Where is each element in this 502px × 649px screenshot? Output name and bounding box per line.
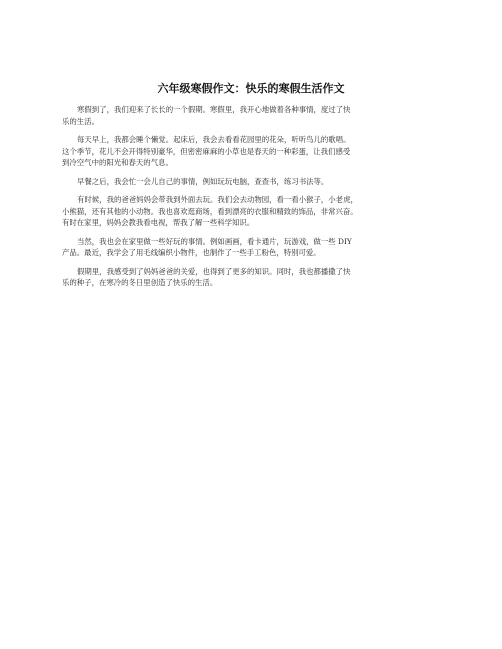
paragraph-line: 到冷空气中的阳光和春天的气息。	[62, 158, 173, 167]
paragraph-line: 每天早上，我都会睡个懒觉。起床后，我会去看看花园里的花朵，听听鸟儿的歌唱。	[77, 135, 351, 144]
document-body	[62, 104, 440, 296]
paragraph-line: 早餐之后，我会忙一会儿自己的事情，例如玩玩电脑，查查书，练习书法等。	[77, 176, 329, 186]
paragraph-line: 乐的生活。	[62, 116, 99, 126]
paragraph-4	[62, 194, 440, 229]
paragraph-line: 假期里，我感受到了妈妈爸爸的关爱，也得到了更多的知识。同时，我也都播撒了快	[77, 266, 351, 276]
paragraph-line: 小熊猫，还有其他的小动物。我也喜欢逛商场，看到漂亮的衣服和精致的饰品，非常兴奋。	[62, 206, 358, 216]
paragraph-line: 乐的种子，在寒冷的冬日里创造了快乐的生活。	[62, 278, 218, 287]
paragraph-1	[62, 104, 440, 127]
paragraph-line: 当然，我也会在家里做一些好玩的事情。例如画画，看卡通片，玩游戏，做一些 DIY	[77, 236, 352, 246]
paragraph-line: 有时在家里，妈妈会教我看电视，帮我了解一些科学知识。	[62, 218, 255, 227]
paragraph-2	[62, 134, 440, 169]
paragraph-line: 这个季节，花儿不会开得特别豪华，但密密麻麻的小草也是春天的一种彩蛋，让我们感受	[62, 146, 351, 156]
paragraph-3	[62, 176, 440, 188]
document-title: 六年级寒假作文：快乐的寒假生活作文	[157, 82, 345, 95]
paragraph-line: 产品。最近，我学会了用毛线编织小物件，也制作了一些手工粉色，特别可爱。	[62, 248, 321, 257]
paragraph-6	[62, 266, 440, 289]
paragraph-line: 寒假到了，我们迎来了长长的一个假期。寒假里，我开心地做着各种事情，度过了快	[77, 105, 351, 114]
paragraph-5	[62, 236, 440, 259]
paragraph-line: 有时候，我的爸爸妈妈会带我到外面去玩。我们会去动物园，看一看小猴子，小老虎，	[77, 195, 358, 204]
